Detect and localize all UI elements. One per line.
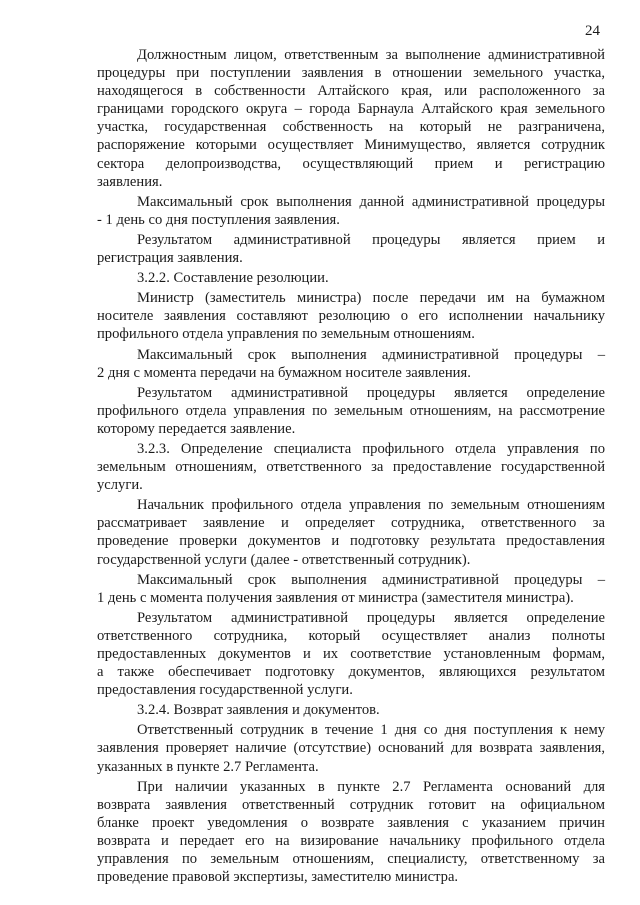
text-line: границами городского округа – города Барнаула Алтайского края земельного <box>97 101 605 118</box>
paragraph <box>97 440 605 494</box>
text-line: 2 дня с момента передачи на бумажном носителе заявления. <box>97 364 471 381</box>
text-line: 3.2.4. Возврат заявления и документов. <box>137 702 380 719</box>
text-line: профильного отдела управления по земельным отношениям. <box>97 326 475 343</box>
text-line: которому передается заявление. <box>97 420 296 437</box>
text-line: а также обеспечивает подготовку документов, являющихся результатом <box>97 664 605 681</box>
text-line: предоставления государственной услуги. <box>97 682 353 699</box>
text-line: профильного отдела управления по земельным отношениям, на рассмотрение <box>97 402 605 419</box>
text-line: заявления. <box>97 173 163 190</box>
paragraph <box>97 231 605 267</box>
paragraph <box>97 346 605 382</box>
text-line: услуги. <box>97 477 143 494</box>
text-line: Должностным лицом, ответственным за выполнение административной <box>137 47 605 63</box>
text-line: находящегося в собственности Алтайского края, или расположенного за <box>97 83 605 100</box>
text-line: проведение правовой экспертизы, заместителю министра. <box>97 869 459 886</box>
text-line: распоряжение которыми осуществляет Минимущество, является сотрудник <box>97 137 605 154</box>
paragraph <box>97 193 605 229</box>
text-line: Начальник профильного отдела управления по земельным отношениям <box>137 497 605 514</box>
text-line: носителе заявления составляют резолюцию о его исполнении начальнику <box>97 308 605 325</box>
paragraph <box>97 46 605 191</box>
document-body <box>97 46 605 886</box>
paragraph <box>97 609 605 699</box>
text-line: Максимальный срок выполнения административной процедуры – <box>137 346 605 363</box>
text-line: - 1 день со дня поступления заявления. <box>97 211 340 228</box>
text-line: При наличии указанных в пункте 2.7 Регламента оснований для <box>137 778 605 795</box>
text-line: участка, государственная собственность на который не разграничена, <box>97 119 605 136</box>
paragraph <box>97 778 605 887</box>
text-line: 1 день с момента получения заявления от министра (заместителя министра). <box>97 589 574 606</box>
text-line: указанных в пункте 2.7 Регламента. <box>97 758 319 775</box>
paragraph <box>97 384 605 438</box>
paragraph <box>97 721 605 775</box>
text-line: 3.2.3. Определение специалиста профильного отдела управления по <box>137 440 605 457</box>
text-line: Результатом административной процедуры является определение <box>137 384 605 401</box>
text-line: заявления проверяет наличие (отсутствие) оснований для возврата заявления, <box>97 740 605 757</box>
text-line: процедуры при поступлении заявления в отношении земельного участка, <box>97 65 605 82</box>
text-line: Максимальный срок выполнения данной административной процедуры <box>137 193 605 210</box>
text-line: предоставленных документов и их соответствие установленным формам, <box>97 646 605 662</box>
text-line: Министр (заместитель министра) после передачи им на бумажном <box>137 290 605 307</box>
text-line: управления по земельным отношениям, специалисту, ответственному за <box>97 851 605 868</box>
page-number: 24 <box>585 23 600 39</box>
text-line: 3.2.2. Составление резолюции. <box>137 270 329 287</box>
text-line: возврата заявления ответственный сотрудник готовит на официальном <box>97 796 605 813</box>
text-line: проведение проверки документов и подготовку результата предоставления <box>97 533 605 550</box>
text-line: рассматривает заявление и определяет сотрудника, ответственного за <box>97 515 605 532</box>
text-line: Ответственный сотрудник в течение 1 дня со дня поступления к нему <box>137 722 605 739</box>
paragraph <box>97 289 605 343</box>
paragraph <box>97 571 605 607</box>
text-line: государственной услуги (далее - ответственный сотрудник). <box>97 551 471 568</box>
text-line: сектора делопроизводства, осуществляющий прием и регистрацию <box>97 155 605 172</box>
paragraph <box>97 701 605 719</box>
text-line: бланке проект уведомления о возврате заявления с указанием причин <box>97 814 605 831</box>
text-line: ответственного сотрудника, который осуществляет анализ полноты <box>97 627 605 644</box>
paragraph <box>97 269 605 287</box>
text-line: Максимальный срок выполнения административной процедуры – <box>137 571 605 588</box>
text-line: земельным отношениям, ответственного за предоставление государственной <box>97 459 605 476</box>
paragraph <box>97 496 605 568</box>
text-line: Результатом административной процедуры является прием и <box>137 231 605 248</box>
text-line: Результатом административной процедуры является определение <box>137 609 605 626</box>
text-line: возврата и передает его на визирование начальнику профильного отдела <box>97 832 605 849</box>
text-line: регистрация заявления. <box>97 250 243 267</box>
